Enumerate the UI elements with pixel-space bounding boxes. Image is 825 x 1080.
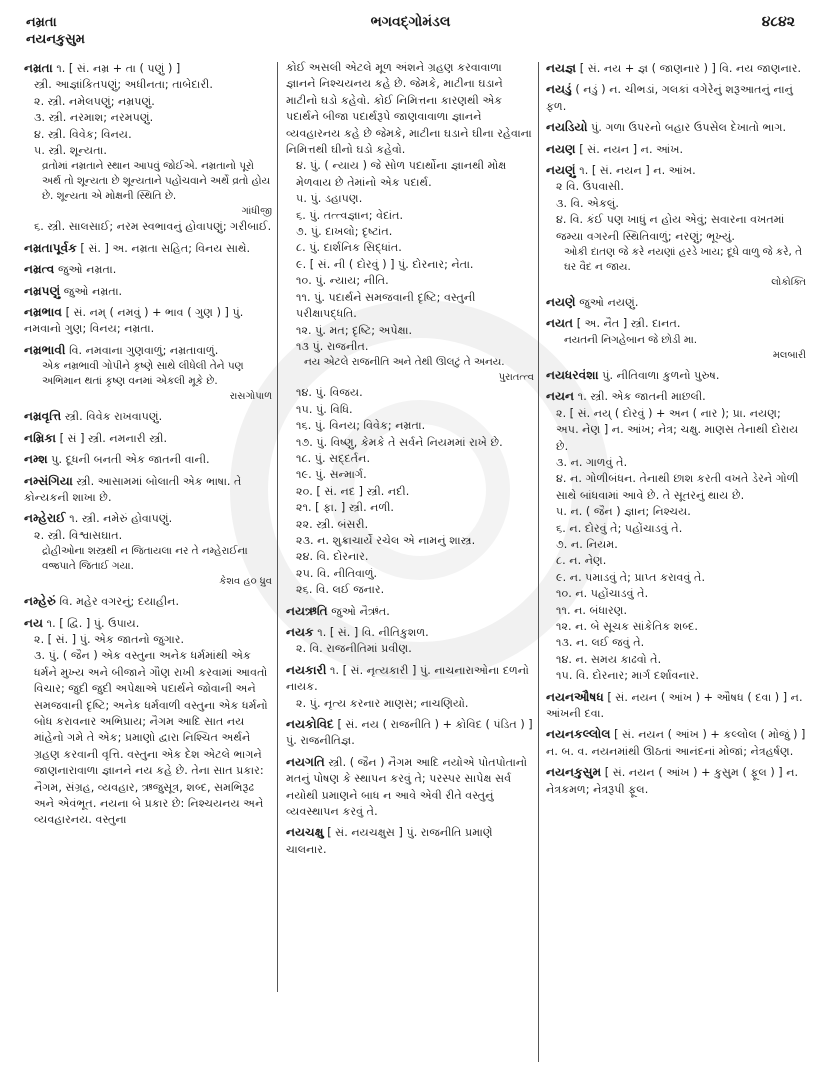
sense: ૨૨. સ્ત્રી. બંસરી. bbox=[296, 517, 369, 531]
definition-text: જુઓ નમ્રતા. bbox=[63, 284, 123, 298]
definition-text: પું. નીતિવાળા કુળનો પુરુષ. bbox=[602, 368, 720, 382]
sense: ૧૨. ન. બે સૂચક સાંકેતિક શબ્દ. bbox=[556, 619, 698, 633]
headword: નયનઔષધ bbox=[546, 689, 604, 704]
citation-source: પુરાતત્ત્વ bbox=[498, 372, 534, 384]
quote-text: નયતની નિગહેબાન જે છોડી મા. bbox=[564, 333, 698, 346]
definition-text: [ સં. નયન ( આંખ ) + કલ્લોલ ( મોજું ) ] ન. બ. વ. નયનમાંથી ઊઠતાં આનંદનાં મોજાં; નેત્રહર્ષણ. bbox=[546, 728, 806, 758]
sense: ૧૨. પું. મત; દૃષ્ટિ; અપેક્ષા. bbox=[296, 323, 413, 337]
definition-text: [ સં. નયચક્ષુસ ] પું. રાજનીતિ પ્રમાણે ચાલનાર. bbox=[286, 826, 493, 856]
definition-text: [ અ. નૈત ] સ્ત્રી. દાનત. bbox=[576, 317, 681, 331]
sense: ૮. પું. દાર્શનિક સિદ્ધાંત. bbox=[296, 241, 402, 255]
dictionary-entry bbox=[24, 240, 272, 257]
dictionary-entry bbox=[546, 162, 806, 290]
sense: ૨. સ્ત્રી. નમેલપણું; નમ્રપણું. bbox=[34, 94, 155, 108]
sense: ૨. સ્ત્રી. વિશ્વાસઘાત. bbox=[34, 528, 123, 542]
definition-text: [ સં. નય ( રાજનીતિ ) + કોવિદ ( પંડિત ) ] પું. રાજનીતિજ્ઞ. bbox=[286, 718, 533, 748]
sense: ૨. પું. નૃત્ય કરનાર માણસ; નાચણિયો. bbox=[296, 696, 469, 710]
definition-text: પુ. દૂધની બનતી એક જાતની વાની. bbox=[51, 453, 210, 467]
dictionary-entry bbox=[24, 408, 272, 425]
sense: ૧૫. વિ. દોરનાર; માર્ગ દર્શાવનાર. bbox=[556, 669, 699, 683]
headword: નયઋતિ bbox=[286, 603, 328, 618]
definition-text: ૧. [ સં. નમ્ર + તા ( પણું ) ] bbox=[56, 62, 181, 75]
sense: ૧૩. ન. લઈ જવું તે. bbox=[556, 636, 645, 650]
headword: નયનકલ્લોલ bbox=[546, 727, 611, 742]
sense: ૫. સ્ત્રી. શૂન્યતા. bbox=[34, 144, 107, 158]
dictionary-entry bbox=[546, 294, 806, 311]
headword: નયન bbox=[546, 389, 575, 404]
dictionary-entry bbox=[286, 60, 534, 599]
sense: ૭. ન. નિયમ. bbox=[556, 537, 618, 551]
guide-word-last: નયનકુસુમ bbox=[26, 32, 85, 47]
sense: ૭. પું. દાખલો; દૃષ્ટાંત. bbox=[296, 225, 393, 239]
sense: ૧૫. પું. વિધિ. bbox=[296, 402, 353, 416]
headword: નય bbox=[24, 615, 44, 630]
sense: ૩. વિ. એકલું. bbox=[556, 196, 619, 210]
column-1 bbox=[24, 60, 272, 1070]
definition-text: [ સં. નયન ( આંખ ) + કુસુમ ( ફૂલ ) ] ન. નેત્રકમળ; નેત્રરૂપી ફૂલ. bbox=[546, 766, 799, 796]
dictionary-entry bbox=[546, 388, 806, 684]
headword: નયધરવંશા bbox=[546, 367, 599, 382]
headword: નયણે bbox=[546, 295, 576, 310]
dictionary-entry bbox=[546, 764, 806, 798]
headword: નયડું bbox=[546, 82, 572, 97]
definition-text: વિ. મહેર વગરનું; દયાહીન. bbox=[59, 595, 180, 609]
headword: નમ્રતાપૂર્વક bbox=[24, 240, 77, 255]
citation-source: મલબારી bbox=[772, 349, 806, 361]
definition-text: [ સં. નયન ( આંખ ) + ઔષધ ( દવા ) ] ન. આંખની દવા. bbox=[546, 690, 803, 720]
headword: નમ્રવૃત્તિ bbox=[24, 409, 62, 424]
definition-text: ૧. [ દ્વિ. ] પું. ઉપાય. bbox=[46, 616, 140, 630]
dictionary-entry bbox=[24, 261, 272, 278]
dictionary-entry bbox=[24, 430, 272, 447]
sense: ૨૫. વિ. નીતિવાળું. bbox=[296, 566, 378, 580]
sense: ૪. ન. ગોળીબંધન. તેનાથી છાશ કરતી વખતે ડેરને ગોળી સાથે બાંધવામાં આવે છે. તે સૂતરનું થાય છે. bbox=[556, 472, 799, 502]
sense: ૪. પું. ( ન્યાય ) જે સોળ પદાર્થોના જ્ઞાનથી મોક્ષ મેળવાય છે તેમાંનો એક પદાર્થ. bbox=[296, 159, 507, 189]
citation-quote bbox=[546, 245, 806, 290]
dictionary-entry bbox=[546, 119, 806, 136]
sense: ૬. સ્ત્રી. સાલસાઈ; નરમ સ્વભાવનું હોવાપણું; ગરીબાઈ. bbox=[34, 220, 272, 234]
definition-text: કોઈ અસલી એટલે મૂળ અંશને ગ્રહણ કરવાવાળા જ્ઞાનને નિશ્ચયનય કહે છે. જેમકે, માટીના ઘડાને માટીનો ઘડો કહેવો. કોઈ નિમિત્તના કારણથી એક પદાર્થને બીજા પદાર્થરૂપે જાણવાવાળા જ્ઞાનને વ્યવહારનય કહે છે જેમકે, માટીના ઘડાને ઘીના રહેવાના નિમિત્તથી ઘીનો ઘડો કહેવો. bbox=[286, 61, 532, 157]
sense: ૧૧. ન. બંધારણ. bbox=[556, 603, 628, 617]
dictionary-entry bbox=[24, 304, 272, 338]
dictionary-entry bbox=[24, 342, 272, 404]
sense: ૧૩ પું. રાજનીત. bbox=[296, 339, 369, 353]
headword: નયકારી bbox=[286, 662, 327, 677]
citation-quote bbox=[24, 159, 272, 219]
headword: નયક bbox=[286, 625, 314, 639]
sense: ૨૬. વિ. લઈ જનાર. bbox=[296, 583, 385, 597]
sense: ૩. પું. ( જૈન ) એક વસ્તુના અનેક ધર્મમાંથી એક ધર્મને મુખ્ય અને બીજાને ગૌણ રાખી કરવામાં આવતો વિચાર; જુદી જુદી અપેક્ષાએ પદાર્થને જોવાની અને સમજવાની દૃષ્ટિ; અનેક ધર્મવાળી વસ્તુના એક ધર્મનો બોધ કરાવનાર અભિપ્રાય; નૈગમ આદિ સાત નય માંહેનો ગમે તે એક; પ્રમાણો દ્વારા નિશ્ચિત અર્થને ગ્રહણ કરવાની વૃત્તિ. વસ્તુના એક દેશ એટલે ભાગને જાણનારાવાળા જ્ઞાનને નય કહે છે. તેના સાત પ્રકાર: નૈગમ, સંગ્રહ, વ્યવહાર, ઋજુસૂત્ર, શબ્દ, સમભિરૂઢ અને એવંભૂત. નયના બે પ્રકાર છે: નિશ્ચયનય અને વ્યવહારનય. વસ્તુના bbox=[34, 649, 268, 827]
quote-text: વ્રતોમાં નમ્રતાને સ્થાન આપવું જોઈએ. નમ્રતાનો પૂરો અર્થ તો શૂન્યતા છે શૂન્યતાને પહોંચવાને અર્થે વ્રતો હોય છે. શૂન્યતા એ મોક્ષની સ્થિતિ છે. bbox=[42, 160, 271, 203]
definition-text: જુઓ નમ્રતા. bbox=[57, 263, 117, 277]
quote-text: એક નમ્રભાવી ગોપીને કૃષ્ણે સાથે લીધેલી તેને પણ અભિમાન થતાં કૃષ્ણ વનમાં એકલી મૂકે છે. bbox=[42, 360, 244, 388]
sense: ૬. પું. તત્ત્વજ્ઞાન; વેદાંત. bbox=[296, 208, 404, 222]
citation-quote bbox=[546, 333, 806, 363]
definition-text: સ્ત્રી. ( જૈન ) નૈગમ આદિ નયોએ પોતપોતાનો મતનું પોષણ કે સ્થાપન કરવું તે; પરસ્પર સાપેક્ષ સર્વ નયોથી પ્રમાણને બાધ ન આવે એવી રીતે વસ્તુનું વ્યવસ્થાપન કરવું તે. bbox=[286, 755, 528, 819]
sense: ૧૯. પું. સન્માર્ગ. bbox=[296, 468, 367, 482]
dictionary-entry bbox=[24, 615, 272, 829]
sense: ૧૭. પું. વિષ્ણુ, કેમકે તે સર્વને નિયમમાં રાખે છે. bbox=[296, 435, 503, 449]
headword: નયનકુસુમ bbox=[546, 765, 602, 780]
quote-text: ઓકી દાતણ જે કરે નયણાં હરડે ખાય; દૂધે વાળુ જે કરે, તે ઘર વૈદ ન જાય. bbox=[564, 246, 803, 274]
dictionary-entry bbox=[24, 283, 272, 300]
definition-text: [ સં. નમ્ ( નમવું ) + ભાવ ( ગુણ ) ] પું. નમવાનો ગુણ; વિનય; નમ્રતા. bbox=[24, 306, 244, 336]
sense: ૨૦. [ સં. નદ ] સ્ત્રી. નદી. bbox=[296, 484, 410, 498]
headword: નમ્હેરું bbox=[24, 594, 56, 609]
sense: ૩. સ્ત્રી. નરમાશ; નરમપણું. bbox=[34, 111, 154, 125]
dictionary-entry bbox=[286, 824, 534, 858]
dictionary-entry bbox=[546, 141, 806, 158]
dictionary-entry bbox=[546, 315, 806, 362]
sense: ૧૦. પું. ન્યાય; નીતિ. bbox=[296, 274, 389, 288]
sense: ૧૦. ન. પહોંચાડવું તે. bbox=[556, 587, 649, 601]
citation-source: ગાંધીજી bbox=[241, 206, 272, 218]
quote-text: દ્રોહીઓના શસ્ત્રથી ન જિતાયલા નર તે નમ્હેરાઈના વજ્રપાતે જિતાઈ ગયા. bbox=[42, 545, 248, 573]
headword: નમ્રભાવ bbox=[24, 305, 63, 320]
sense: ૪. વિ. કંઈ પણ ખાધું ન હોય એવું; સવારના વખતમાં જમ્યા વગરની સ્થિતિવાળું; નરણું; ભૂખ્યું. bbox=[556, 213, 785, 243]
headword: નમ્સંગિયા bbox=[24, 473, 73, 488]
dictionary-entry bbox=[24, 510, 272, 589]
sense: ૩. ન. ગાળવું તે. bbox=[556, 455, 628, 469]
headword: નમ્હેરાઈ bbox=[24, 511, 66, 526]
sense: ૯. ન. પમાડવું તે; પ્રાપ્ત કરાવવું તે. bbox=[556, 570, 706, 584]
headword: નમ્રભાવી bbox=[24, 342, 66, 357]
definition-text: [ સં. ] અ. નમ્રતા સહિત; વિનય સાથે. bbox=[80, 241, 251, 255]
column-2 bbox=[286, 60, 534, 1070]
sense: ૮. ન. નેણ. bbox=[556, 554, 607, 568]
headword: નમ્રિકા bbox=[24, 430, 57, 445]
sense: ૬. ન. દોરવું તે; પહોંચાડવું તે. bbox=[556, 521, 683, 535]
definition-text: ૧. [ સં. ] વિ. નીતિકુશળ. bbox=[317, 626, 429, 639]
citation-source: રાસગોપાળ bbox=[229, 391, 272, 403]
dictionary-columns bbox=[24, 60, 806, 1070]
sense: ૪. સ્ત્રી. વિવેક; વિનય. bbox=[34, 127, 132, 141]
sense: ૧૪. ન. સમય કાઢવો તે. bbox=[556, 652, 662, 666]
sense: ૫. પું. ડહાપણ. bbox=[296, 192, 363, 206]
citation-quote bbox=[24, 359, 272, 404]
definition-text: [ સં. નયન ] ન. આંખ. bbox=[579, 142, 684, 156]
sense: ૧૮. પું. સદ્દર્તન. bbox=[296, 451, 370, 465]
dictionary-entry bbox=[24, 473, 272, 507]
definition-text: સ્ત્રી. આસામમાં બોલાતી એક ભાષા. તે કોન્યકની શાખા છે. bbox=[24, 474, 242, 504]
dictionary-entry bbox=[546, 81, 806, 115]
dictionary-entry bbox=[286, 662, 534, 712]
sense: ૨૪. વિ. દોરનાર. bbox=[296, 550, 369, 564]
sense: ૨. [ સં. નય્ ( દોરવું ) + અન ( નાર ); પ્રા. નયણ; અપ. નેણ ] ન. આંખ; નેત્ર; ચક્ષુ. માણસ તેનાથી દોરાય છે. bbox=[556, 406, 799, 453]
headword: નયચક્ષુ bbox=[286, 825, 324, 840]
sense: ૧૬. પું. વિનય; વિવેક; નમ્રતા. bbox=[296, 419, 426, 433]
definition-text: ૧. [ સં. નયન ] ન. આંખ. bbox=[579, 164, 696, 178]
definition-text: ૧. સ્ત્રી. એક જાતની માછલી. bbox=[577, 390, 706, 404]
citation-quote bbox=[286, 355, 534, 385]
citation-source: કેશવ હ૦ ધ્રુવ bbox=[219, 576, 272, 588]
citation-quote bbox=[24, 544, 272, 589]
dictionary-entry bbox=[286, 716, 534, 750]
definition-text: જુઓ નૈઋંત. bbox=[331, 604, 390, 618]
dictionary-entry bbox=[286, 624, 534, 658]
dictionary-entry bbox=[546, 689, 806, 723]
dictionary-entry bbox=[546, 726, 806, 760]
definition-text: જુઓ નયણું. bbox=[579, 296, 639, 310]
sense: સ્ત્રી. આજ્ઞાંકિતપણું; અધીનતા; તાબેદારી. bbox=[34, 78, 213, 92]
definition-text: ( નડું ) ન. ચીભડાં, ગલકાં વગેરેનું શરૂઆતનું નાનું ફળ. bbox=[546, 83, 793, 113]
sense: ૧૪. પું. વિજય. bbox=[296, 386, 363, 400]
sense: ૫. ન. ( જૈન ) જ્ઞાન; નિશ્ચય. bbox=[556, 505, 691, 519]
definition-text: સ્ત્રી. વિવેક રાખવાપણું. bbox=[64, 410, 163, 424]
dictionary-entry bbox=[24, 60, 272, 236]
headword: નયજ્ઞ bbox=[546, 61, 577, 75]
sense: ૨૩. ન. શુક્રાચાર્યે રચેલ એ નામનું શાસ્ત્ર. bbox=[296, 533, 476, 547]
sense: ૨૧. [ ફા. ] સ્ત્રી. નળી. bbox=[296, 501, 394, 515]
headword: નયણ bbox=[546, 141, 576, 156]
page-number: ૪૮૪૨ bbox=[761, 14, 795, 30]
dictionary-entry bbox=[24, 451, 272, 468]
quote-text: નય એટલે રાજનીતિ અને તેથી ઊલટું તે અનય. bbox=[304, 356, 505, 369]
page-header bbox=[26, 14, 795, 54]
sense: ૨. [ સં. ] પું. એક જાતનો જુગાર. bbox=[34, 632, 185, 646]
headword: નમ્રપણું bbox=[24, 283, 61, 298]
definition-text: ૧. સ્ત્રી. નમેરું હોવાપણું. bbox=[69, 512, 173, 526]
headword: નયણું bbox=[546, 163, 576, 178]
sense: ૨. વિ. રાજનીતિમાં પ્રવીણ. bbox=[296, 642, 412, 656]
dictionary-entry bbox=[24, 593, 272, 610]
headword: નમ્રત્વ bbox=[24, 262, 55, 277]
headword: નમ્શ bbox=[24, 452, 48, 467]
column-3 bbox=[546, 60, 806, 1070]
headword: નયડિયો bbox=[546, 120, 588, 135]
headword: નમ્રતા bbox=[24, 61, 53, 75]
dictionary-entry bbox=[286, 603, 534, 620]
dictionary-entry bbox=[546, 367, 806, 384]
headword: નયકોવિદ bbox=[286, 717, 334, 732]
definition-text: [ સં ] સ્ત્રી. નમનારી સ્ત્રી. bbox=[59, 431, 168, 445]
dictionary-entry bbox=[286, 754, 534, 821]
sense: ૯. [ સં. ની ( દોરવું ) ] પું. દોરનાર; નેતા. bbox=[296, 257, 474, 271]
sense: ૨ વિ. ઉપવાસી. bbox=[556, 180, 624, 194]
citation-source: લોકોક્તિ bbox=[771, 277, 806, 289]
definition-text: [ સં. નય + જ્ઞ ( જાણનાર ) ] વિ. નય જાણનાર. bbox=[579, 62, 802, 75]
dictionary-entry bbox=[546, 60, 806, 77]
headword: નયત bbox=[546, 316, 574, 331]
definition-text: વિ. નમવાના ગુણવાળું; નમ્રતાવાળું. bbox=[69, 343, 219, 357]
page-title: ભગવદ્ગોમંડલ bbox=[370, 14, 451, 30]
sense: ૧૧. પું. પદાર્થને સમજવાની દૃષ્ટિ; વસ્તુની પરીક્ષાપદ્ધતિ. bbox=[296, 290, 476, 321]
definition-text: પું. ગળા ઉપરનો બહાર ઉપસેલ દેખાતો ભાગ. bbox=[591, 121, 787, 135]
definition-text: ૧. [ સં. નૃત્યકારી ] પું. નાચનારાઓના દળનો નાયક. bbox=[286, 663, 529, 694]
headword: નયગતિ bbox=[286, 754, 325, 769]
guide-word-first: નમ્રતા bbox=[26, 15, 57, 30]
